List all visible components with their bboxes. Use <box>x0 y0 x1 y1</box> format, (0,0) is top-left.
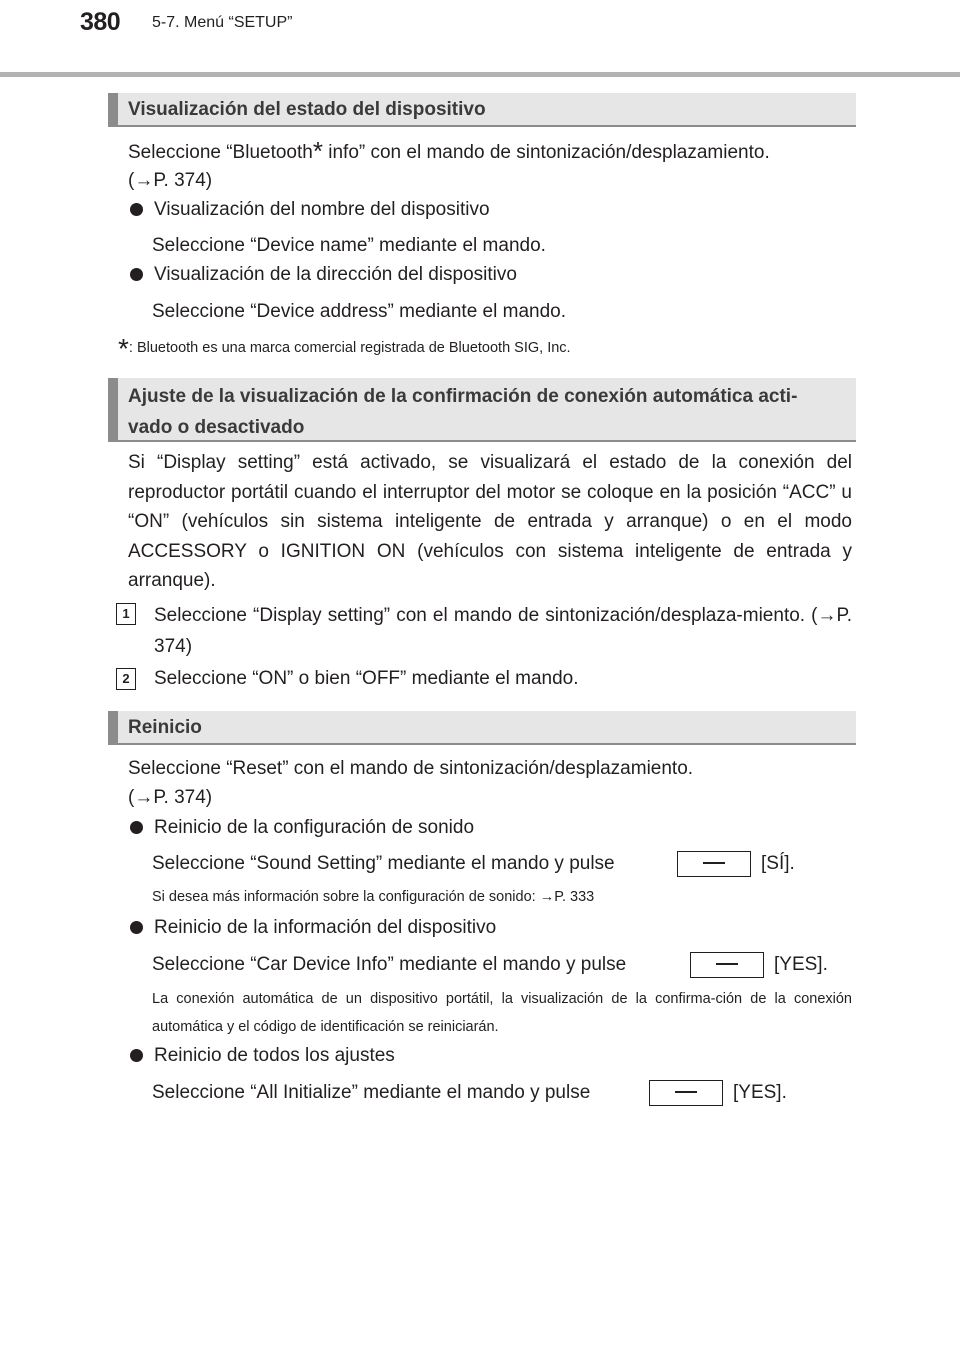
page-number: 380 <box>80 8 121 36</box>
asterisk-mark: * <box>118 333 129 364</box>
section-title-line1: Ajuste de la visualización de la confirmación de conexión automática acti- <box>128 386 798 407</box>
bullet-note: Si desea más información sobre la configuración de sonido: →P. 333 <box>152 889 595 905</box>
bullet-title: Reinicio de la información del dispositivo <box>154 917 497 938</box>
bullet-icon <box>130 921 143 934</box>
section2-body: Si “Display setting” está activado, se visualizará el estado de la conexión del reproductor portátil cuando el interruptor del motor se coloque en la posición “ACC” u “ON” (vehículos sin sistema inteligente de entrada y arranque) o en el modo ACCESSORY o IGNITION ON (vehículos con sistema inteligente de entrada y arranque). <box>128 452 852 591</box>
bullet-title: Reinicio de la configuración de sonido <box>154 817 475 838</box>
enter-button-icon <box>649 1080 723 1106</box>
section1-intro-ref: (→P. 374) <box>128 170 213 191</box>
bullet-icon <box>130 1049 143 1062</box>
step-text: Seleccione “Display setting” con el mando de sintonización/desplaza-miento. (→P. 374) <box>154 605 852 657</box>
step-number: 1 <box>116 603 136 625</box>
bullet-text: Seleccione “All Initialize” mediante el mando y pulse <box>152 1082 591 1103</box>
enter-button-icon <box>677 851 751 877</box>
section-title: Visualización del estado del dispositivo <box>128 99 486 120</box>
bullet-text: Seleccione “Sound Setting” mediante el mando y pulse <box>152 853 615 874</box>
bullet-icon <box>130 821 143 834</box>
section-heading-device-status <box>108 93 856 127</box>
chapter-title: 5-7. Menú “SETUP” <box>152 14 293 31</box>
step-text: Seleccione “ON” o bien “OFF” mediante el mando. <box>154 668 579 689</box>
header-rule <box>0 72 960 77</box>
bullet-icon <box>130 203 143 216</box>
bullet-icon <box>130 268 143 281</box>
section-heading-reset <box>108 711 856 745</box>
section-title-line2: vado o desactivado <box>128 417 305 438</box>
section1-intro: Seleccione “Bluetooth* info” con el mando de sintonización/desplazamiento. <box>128 136 770 166</box>
section-title: Reinicio <box>128 717 202 738</box>
section3-intro-ref: (→P. 374) <box>128 787 213 808</box>
bullet-text: Seleccione “Device address” mediante el mando. <box>152 301 566 322</box>
bullet-note: La conexión automática de un dispositivo portátil, la visualización de la confirma-ción de la conexión automática y el código de identificación se reiniciarán. <box>152 991 852 1035</box>
bullet-text-after: [YES]. <box>774 954 828 975</box>
step-number: 2 <box>116 668 136 690</box>
section-heading-auto-connection-display <box>108 378 856 442</box>
bullet-title: Visualización del nombre del dispositivo <box>154 199 490 220</box>
bullet-text: Seleccione “Car Device Info” mediante el mando y pulse <box>152 954 627 975</box>
bullet-title: Reinicio de todos los ajustes <box>154 1045 395 1066</box>
footnote: *: Bluetooth es una marca comercial registrada de Bluetooth SIG, Inc. <box>118 333 571 364</box>
bullet-text-after: [YES]. <box>733 1082 787 1103</box>
page-header <box>0 0 960 78</box>
bullet-text: Seleccione “Device name” mediante el mando. <box>152 235 546 256</box>
section3-intro: Seleccione “Reset” con el mando de sintonización/desplazamiento. <box>128 758 694 779</box>
bullet-title: Visualización de la dirección del dispositivo <box>154 264 517 285</box>
asterisk-mark: * <box>312 136 323 166</box>
bullet-text-after: [SÍ]. <box>761 853 795 874</box>
enter-button-icon <box>690 952 764 978</box>
